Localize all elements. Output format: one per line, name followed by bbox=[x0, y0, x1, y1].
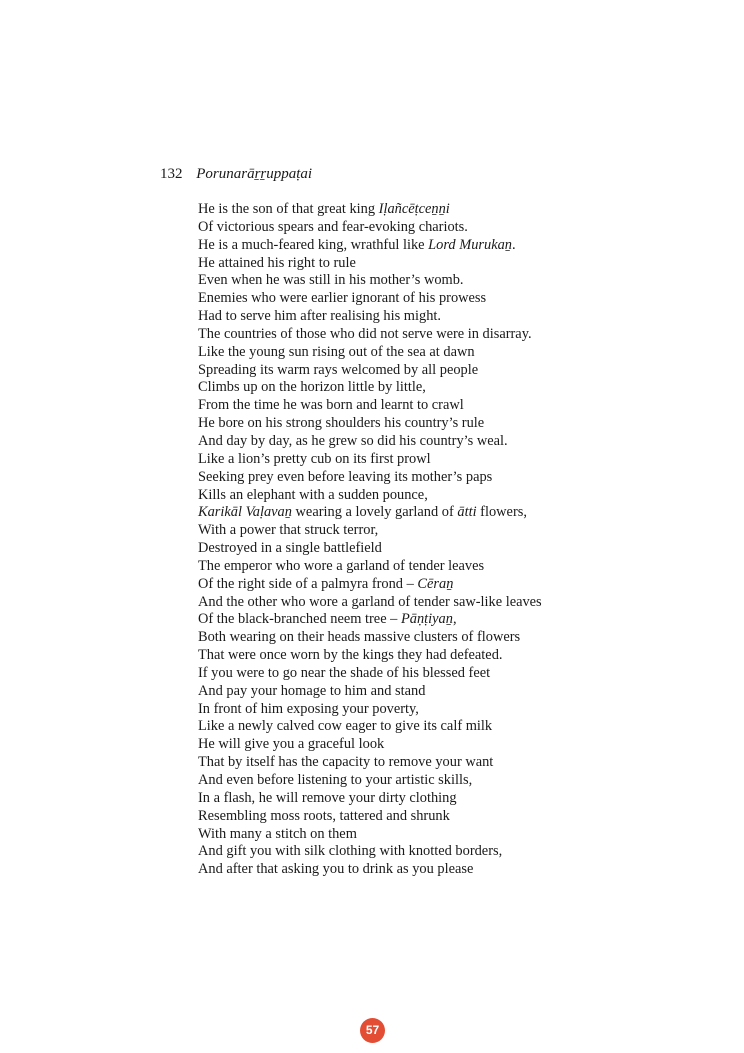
page-number: 132 bbox=[160, 166, 183, 182]
poem-line bbox=[198, 647, 542, 665]
italic-term: Iḷañcēṭceṉṉi bbox=[378, 201, 450, 217]
poem-line bbox=[198, 558, 542, 576]
line-text: He is a much-feared king, wrathful like bbox=[198, 236, 429, 253]
poem-line bbox=[198, 843, 542, 861]
poem-line bbox=[198, 397, 542, 415]
poem-line bbox=[198, 237, 542, 255]
line-text: He will give you a graceful look bbox=[198, 736, 385, 753]
line-text: And pay your homage to him and stand bbox=[198, 682, 426, 699]
poem-line bbox=[198, 272, 542, 290]
line-text: Like a newly calved cow eager to give its calf milk bbox=[198, 718, 493, 735]
poem-line bbox=[198, 487, 542, 505]
line-text: . bbox=[512, 236, 516, 253]
line-text: wearing a lovely garland of bbox=[291, 504, 458, 521]
line-text: Both wearing on their heads massive clusters of flowers bbox=[198, 629, 521, 646]
line-text: That were once worn by the kings they had defeated. bbox=[198, 647, 503, 664]
line-text: Of the right side of a palmyra frond – bbox=[198, 575, 418, 592]
poem-line bbox=[198, 326, 542, 344]
italic-term: Pāṇṭiyaṉ bbox=[400, 611, 453, 628]
line-text: And day by day, as he grew so did his country’s weal. bbox=[198, 432, 508, 449]
line-text: Like the young sun rising out of the sea at dawn bbox=[198, 343, 475, 360]
line-text: Seeking prey even before leaving its mother’s paps bbox=[198, 468, 493, 485]
line-text: Had to serve him after realising his might. bbox=[198, 308, 441, 325]
folio-badge: 57 bbox=[360, 1018, 385, 1043]
poem-line bbox=[198, 790, 542, 808]
line-text: With a power that struck terror, bbox=[198, 522, 379, 539]
line-text: Spreading its warm rays welcomed by all people bbox=[198, 361, 479, 378]
line-text: The countries of those who did not serve were in disarray. bbox=[198, 325, 532, 342]
poem-line bbox=[198, 344, 542, 362]
poem-line bbox=[198, 701, 542, 719]
line-text: He is the son of that great king bbox=[198, 201, 379, 217]
line-text: Even when he was still in his mother’s womb. bbox=[198, 272, 464, 289]
poem-line bbox=[198, 754, 542, 772]
poem-line bbox=[198, 594, 542, 612]
poem-line bbox=[198, 611, 542, 629]
poem-line bbox=[198, 808, 542, 826]
poem-line bbox=[198, 522, 542, 540]
poem-line bbox=[198, 433, 542, 451]
line-text: That by itself has the capacity to remove your want bbox=[198, 754, 494, 771]
poem-line bbox=[198, 861, 542, 879]
line-text: Of the black-branched neem tree – bbox=[198, 611, 401, 628]
line-text: Kills an elephant with a sudden pounce, bbox=[198, 486, 428, 503]
poem-text bbox=[198, 201, 542, 879]
poem-line bbox=[198, 451, 542, 469]
line-text: And even before listening to your artistic skills, bbox=[198, 772, 473, 788]
line-text: Destroyed in a single battlefield bbox=[198, 540, 382, 557]
line-text: In front of him exposing your poverty, bbox=[198, 700, 419, 717]
poem-line bbox=[198, 504, 542, 522]
line-text: Resembling moss roots, tattered and shrunk bbox=[198, 807, 450, 824]
line-text: Climbs up on the horizon little by little, bbox=[198, 379, 426, 396]
poem-line bbox=[198, 665, 542, 683]
line-text: flowers, bbox=[476, 504, 527, 521]
poem-line bbox=[198, 379, 542, 397]
line-text: The emperor who wore a garland of tender leaves bbox=[198, 557, 485, 574]
poem-line bbox=[198, 540, 542, 558]
line-text: If you were to go near the shade of his blessed feet bbox=[198, 664, 491, 681]
italic-term: Lord Murukaṉ bbox=[428, 236, 512, 253]
line-text: And gift you with silk clothing with knotted borders, bbox=[198, 843, 503, 860]
line-text: In a flash, he will remove your dirty clothing bbox=[198, 789, 457, 806]
poem-line bbox=[198, 255, 542, 273]
line-text: Like a lion’s pretty cub on its first prowl bbox=[198, 450, 431, 467]
poem-line bbox=[198, 362, 542, 380]
italic-term: Cēraṉ bbox=[417, 575, 454, 592]
poem-line bbox=[198, 290, 542, 308]
italic-term: ātti bbox=[457, 504, 477, 521]
poem-line bbox=[198, 629, 542, 647]
line-text: And after that asking you to drink as you please bbox=[198, 861, 474, 878]
poem-line bbox=[198, 308, 542, 326]
poem-line bbox=[198, 201, 542, 219]
line-text: He attained his right to rule bbox=[198, 254, 356, 271]
poem-line bbox=[198, 469, 542, 487]
poem-line bbox=[198, 772, 542, 790]
poem-line bbox=[198, 576, 542, 594]
italic-term: Karikāl Vaḷavaṉ bbox=[198, 504, 292, 521]
line-text: Of victorious spears and fear-evoking chariots. bbox=[198, 218, 468, 235]
book-title: Porunarāṟṟuppaṭai bbox=[196, 166, 313, 182]
poem-line bbox=[198, 683, 542, 701]
poem-line bbox=[198, 718, 542, 736]
line-text: With many a stitch on them bbox=[198, 825, 357, 842]
poem-line bbox=[198, 736, 542, 754]
line-text: Enemies who were earlier ignorant of his prowess bbox=[198, 290, 487, 307]
running-head bbox=[160, 164, 312, 184]
line-text: , bbox=[452, 611, 457, 628]
poem-line bbox=[198, 415, 542, 433]
line-text: And the other who wore a garland of tender saw-like leaves bbox=[198, 593, 542, 610]
poem-line bbox=[198, 826, 542, 844]
poem-line bbox=[198, 219, 542, 237]
line-text: From the time he was born and learnt to crawl bbox=[198, 397, 464, 414]
line-text: He bore on his strong shoulders his country’s rule bbox=[198, 415, 485, 432]
